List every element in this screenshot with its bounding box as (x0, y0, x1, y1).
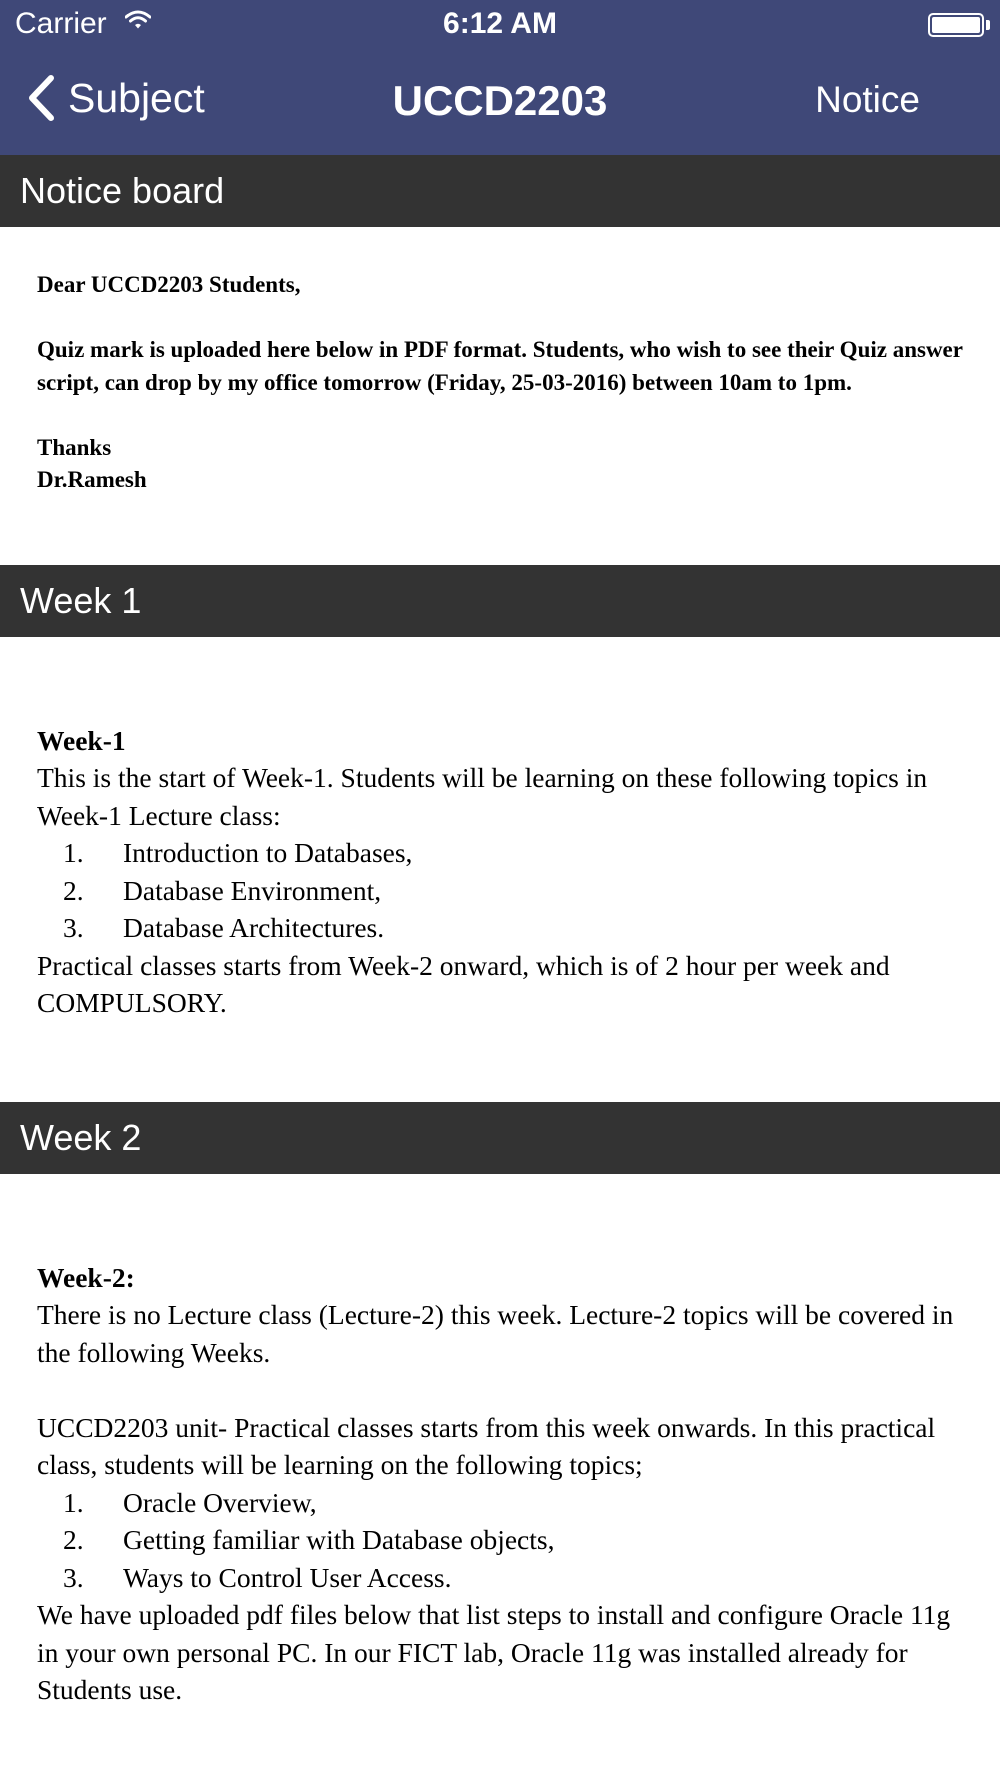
list-item-text: Oracle Overview, (123, 1486, 317, 1518)
week-1-body (0, 637, 1000, 1102)
carrier-label: Carrier (15, 7, 107, 40)
list-item-text: Database Environment, (123, 874, 382, 906)
status-bar (0, 0, 1000, 50)
week-2-header: Week 2 (0, 1102, 1000, 1174)
notice-board-section (0, 155, 1000, 565)
notice-message: Quiz mark is uploaded here below in PDF format. Students, who wish to see their Quiz answer script, can drop by my office tomorrow (Friday, 25-03-2016) between 10am to 1pm. (37, 337, 963, 395)
week-1-topic-list (37, 834, 963, 947)
notice-greeting: Dear UCCD2203 Students, (37, 272, 301, 297)
list-item-number: 3. (63, 912, 84, 943)
app-header (0, 0, 1000, 155)
week-2-body (0, 1174, 1000, 1709)
week-1-section (0, 565, 1000, 1102)
list-item (37, 1559, 963, 1597)
week-2-practical-intro: UCCD2203 unit- Practical classes starts from this week onwards. In this practical class, students will be learning on the following topics; (37, 1411, 936, 1480)
week-1-heading: Week-1 (37, 724, 126, 756)
list-item-text: Getting familiar with Database objects, (123, 1524, 555, 1555)
notice-thanks: Thanks (37, 434, 112, 460)
battery-tip (986, 20, 990, 30)
list-item (37, 872, 963, 910)
list-item-text: Introduction to Databases, (123, 837, 413, 868)
battery-icon (928, 13, 984, 37)
list-item-number: 3. (63, 1561, 84, 1593)
list-item (37, 1484, 963, 1522)
list-item-number: 2. (63, 1524, 84, 1555)
week-1-footer: Practical classes starts from Week-2 onward, which is of 2 hour per week and COMPULSORY. (37, 949, 890, 1018)
list-item-text: Database Architectures. (123, 912, 385, 943)
list-item (37, 1521, 963, 1559)
week-1-intro: This is the start of Week-1. Students will be learning on these following topics in Week-1 Lecture class: (37, 762, 928, 831)
navigation-bar (0, 50, 1000, 155)
list-item-number: 1. (63, 837, 84, 868)
status-time: 6:12 AM (443, 7, 557, 40)
notice-board-header: Notice board (0, 155, 1000, 227)
week-1-header: Week 1 (0, 565, 1000, 637)
week-2-footer: We have uploaded pdf files below that list steps to install and configure Oracle 11g in your own personal PC. In our FICT lab, Oracle 11g was installed already for Students use. (37, 1599, 951, 1705)
back-button[interactable] (26, 74, 205, 122)
notice-signature: Dr.Ramesh (37, 467, 147, 492)
list-item (37, 909, 963, 947)
week-2-heading: Week-2: (37, 1261, 135, 1293)
notice-button[interactable]: Notice (815, 79, 920, 120)
notice-board-body (0, 227, 1000, 565)
list-item-number: 2. (63, 874, 84, 906)
page-title: UCCD2203 (392, 77, 608, 124)
week-2-lecture-note: There is no Lecture class (Lecture-2) this week. Lecture-2 topics will be covered in the following Weeks. (37, 1299, 954, 1368)
week-2-section (0, 1102, 1000, 1709)
list-item-number: 1. (63, 1486, 84, 1518)
list-item-text: Ways to Control User Access. (123, 1561, 452, 1593)
spacer (37, 1371, 963, 1409)
chevron-left-icon (26, 74, 56, 122)
back-button-label: Subject (68, 74, 205, 121)
list-item (37, 834, 963, 872)
week-2-topic-list (37, 1484, 963, 1597)
